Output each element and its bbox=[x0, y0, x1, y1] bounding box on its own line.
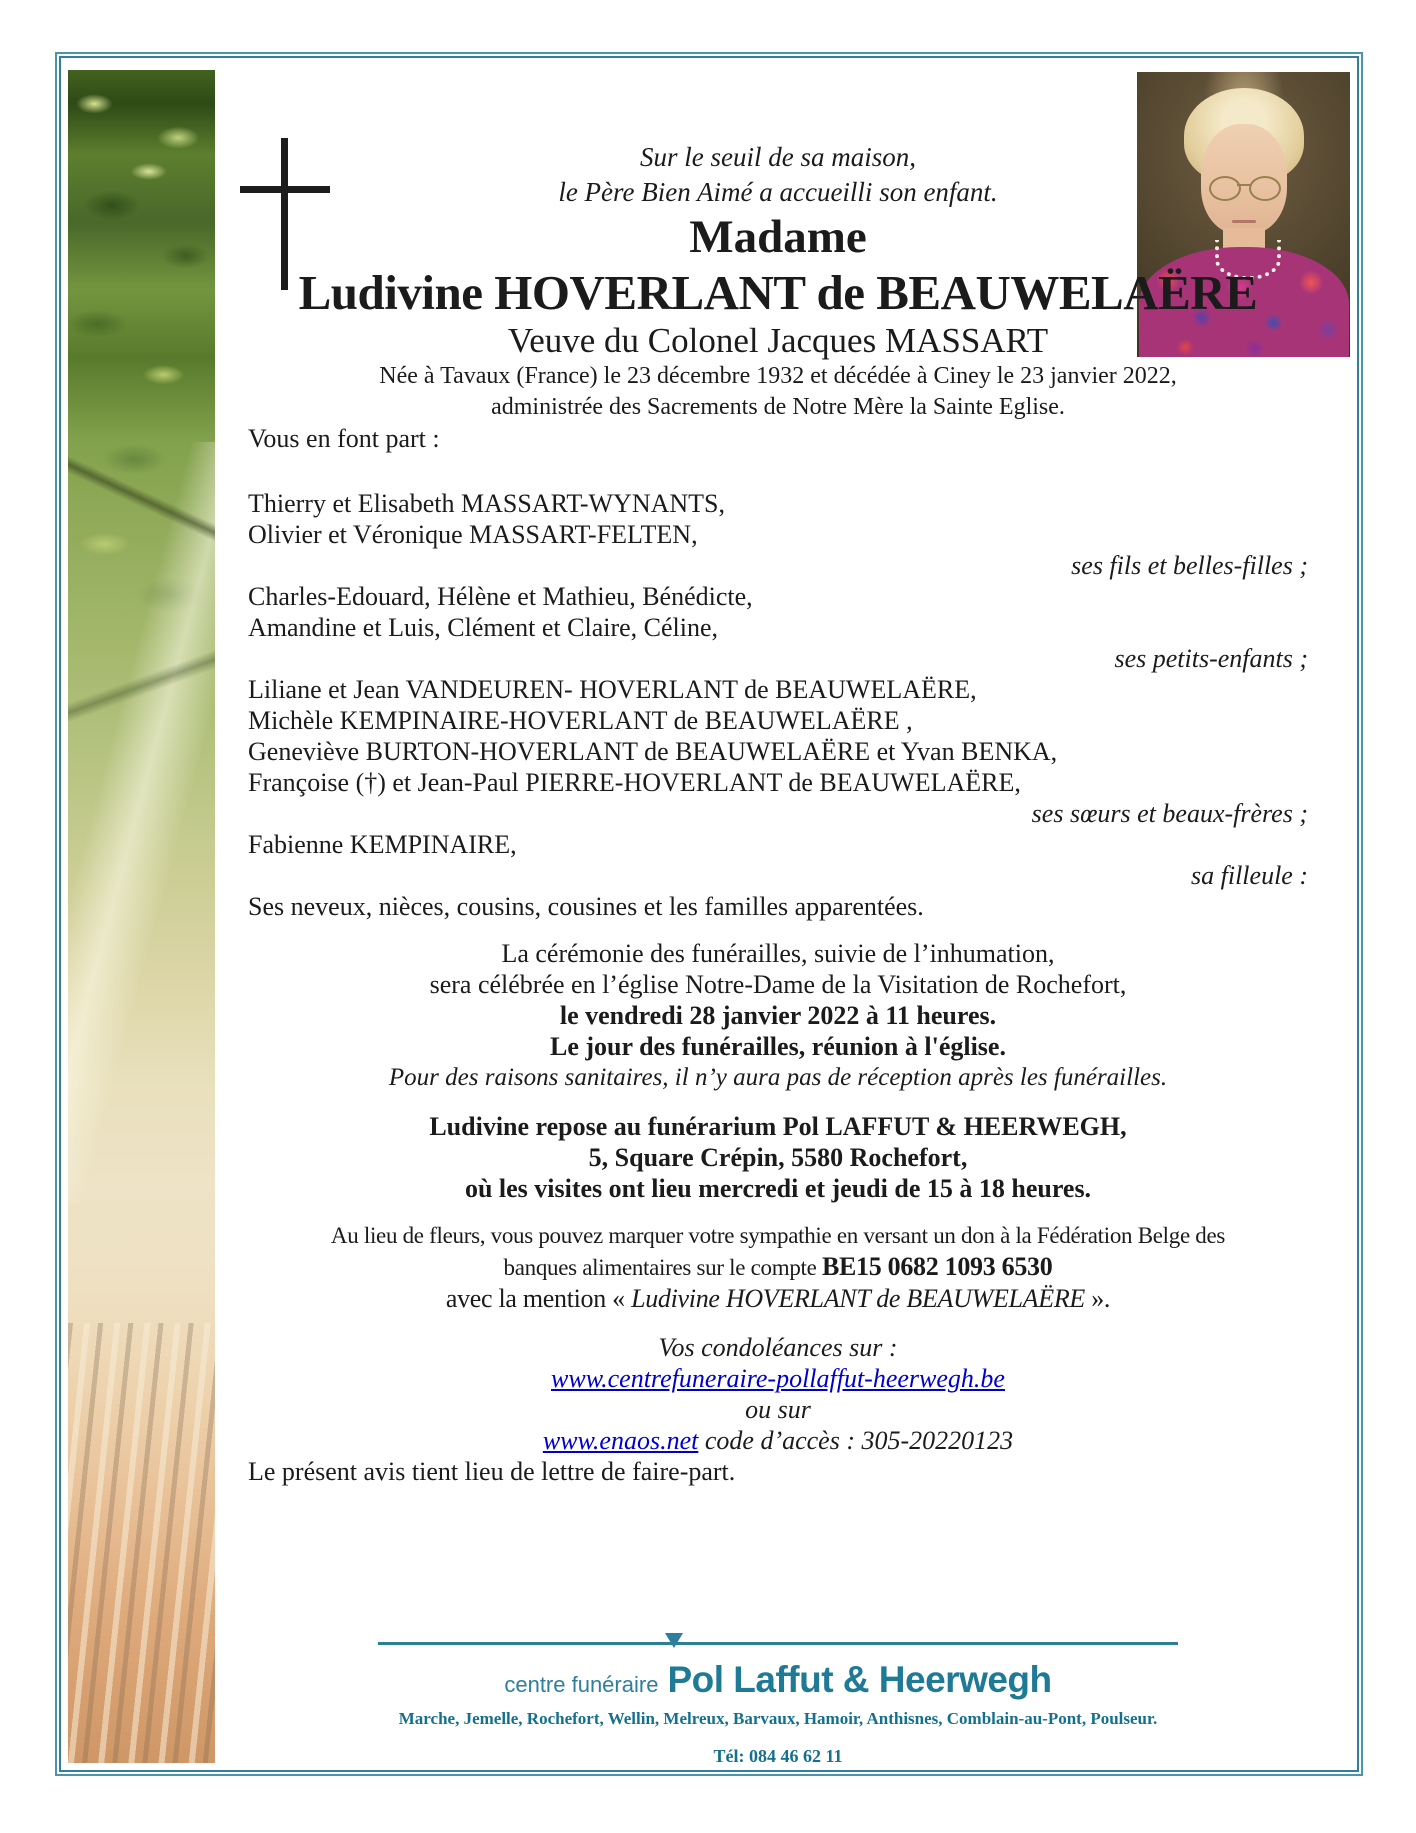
condolences-intro: Vos condoléances sur : bbox=[658, 1333, 898, 1362]
brand-name-label: Pol Laffut & Heerwegh bbox=[667, 1659, 1052, 1700]
widow-line: Veuve du Colonel Jacques MASSART bbox=[507, 321, 1049, 360]
mention-name: Ludivine HOVERLANT de BEAUWELAËRE bbox=[631, 1284, 1086, 1313]
relation-label-goddaughter: sa filleule : bbox=[1191, 861, 1308, 890]
faire-part-notice: Le présent avis tient lieu de lettre de faire-part. bbox=[248, 1457, 736, 1486]
family-line: Michèle KEMPINAIRE-HOVERLANT de BEAUWELAËRE , bbox=[248, 706, 913, 735]
repose-visits: où les visites ont lieu mercredi et jeudi de 15 à 18 heures. bbox=[464, 1174, 1092, 1203]
birth-death-line: Née à Tavaux (France) le 23 décembre 1932 et décédée à Ciney le 23 janvier 2022, bbox=[379, 363, 1177, 389]
quote-line: le Père Bien Aimé a accueilli son enfant. bbox=[558, 177, 998, 207]
bank-account-number: BE15 0682 1093 6530 bbox=[821, 1252, 1053, 1281]
condolences-link-primary[interactable]: www.centrefuneraire-pollaffut-heerwegh.be bbox=[551, 1364, 1005, 1393]
relation-label-sisters: ses sœurs et beaux-frères ; bbox=[1031, 799, 1308, 828]
donation-account-line bbox=[248, 1251, 1308, 1283]
brand-prefix-label: centre funéraire bbox=[504, 1672, 659, 1697]
access-code: code d’accès : 305-20220123 bbox=[698, 1426, 1014, 1455]
relation-label-grandchildren: ses petits-enfants ; bbox=[1114, 644, 1308, 673]
family-line: Amandine et Luis, Clément et Claire, Céline, bbox=[248, 613, 719, 642]
condolences-block bbox=[248, 1332, 1308, 1456]
announcement-content bbox=[248, 70, 1308, 1487]
family-line: Liliane et Jean VANDEUREN- HOVERLANT de BEAUWELAËRE, bbox=[248, 675, 977, 704]
condolences-or: ou sur bbox=[745, 1395, 811, 1424]
title-madame: Madame bbox=[689, 211, 867, 263]
funeral-home-footer bbox=[248, 1642, 1308, 1785]
donation-mention-line bbox=[248, 1283, 1308, 1314]
ceremony-date: le vendredi 28 janvier 2022 à 11 heures. bbox=[559, 1001, 997, 1030]
family-line: Charles-Edouard, Hélène et Mathieu, Bénédicte, bbox=[248, 582, 753, 611]
logo-triangle-icon bbox=[665, 1633, 683, 1648]
family-line: Françoise (†) et Jean-Paul PIERRE-HOVERLANT de BEAUWELAËRE, bbox=[248, 768, 1021, 797]
phone-number: Tél: 084 46 62 11 bbox=[713, 1746, 843, 1766]
ceremony-line: La cérémonie des funérailles, suivie de l’inhumation, bbox=[501, 939, 1055, 968]
donation-block bbox=[248, 1220, 1308, 1314]
family-line: Thierry et Elisabeth MASSART-WYNANTS, bbox=[248, 489, 725, 518]
family-line: Geneviève BURTON-HOVERLANT de BEAUWELAËRE et Yvan BENKA, bbox=[248, 737, 1058, 766]
donation-account-prefix: banques alimentaires sur le compte bbox=[503, 1255, 822, 1280]
brand-name-wrap bbox=[667, 1659, 1051, 1701]
footer-divider-line bbox=[378, 1642, 1178, 1645]
mention-suffix: ». bbox=[1085, 1284, 1111, 1313]
mention-prefix: avec la mention « bbox=[445, 1284, 632, 1313]
family-line: Olivier et Véronique MASSART-FELTEN, bbox=[248, 520, 698, 549]
opening-quote bbox=[248, 140, 1308, 210]
locations-list: Marche, Jemelle, Rochefort, Wellin, Melreux, Barvaux, Hamoir, Anthisnes, Comblain-au-Pont, Poulseur. bbox=[398, 1709, 1158, 1728]
ceremony-block bbox=[248, 938, 1308, 1093]
ceremony-line: sera célébrée en l’église Notre-Dame de la Visitation de Rochefort, bbox=[429, 970, 1127, 999]
sanitary-notice: Pour des raisons sanitaires, il n’y aura pas de réception après les funérailles. bbox=[388, 1064, 1168, 1091]
meeting-line: Le jour des funérailles, réunion à l'église. bbox=[550, 1032, 1006, 1061]
nature-strip-photo bbox=[68, 70, 215, 1763]
relation-label-sons: ses fils et belles-filles ; bbox=[1071, 551, 1308, 580]
donation-line: Au lieu de fleurs, vous pouvez marquer votre sympathie en versant un don à la Fédération Belge des bbox=[330, 1223, 1226, 1248]
repose-line: Ludivine repose au funérarium Pol LAFFUT & HEERWEGH, bbox=[429, 1112, 1127, 1141]
quote-line: Sur le seuil de sa maison, bbox=[640, 142, 916, 172]
repose-block bbox=[248, 1111, 1308, 1204]
family-closing-line: Ses neveux, nièces, cousins, cousines et les familles apparentées. bbox=[248, 892, 924, 921]
family-line: Fabienne KEMPINAIRE, bbox=[248, 830, 517, 859]
condolences-link-enaos[interactable]: www.enaos.net bbox=[542, 1426, 699, 1455]
funeral-home-logo bbox=[248, 1659, 1308, 1701]
repose-address: 5, Square Crépin, 5580 Rochefort, bbox=[588, 1143, 968, 1172]
sacraments-line: administrée des Sacrements de Notre Mère la Sainte Eglise. bbox=[491, 394, 1065, 420]
announcement-intro: Vous en font part : bbox=[248, 424, 440, 453]
deceased-name: Ludivine HOVERLANT de BEAUWELAËRE bbox=[298, 265, 1258, 320]
